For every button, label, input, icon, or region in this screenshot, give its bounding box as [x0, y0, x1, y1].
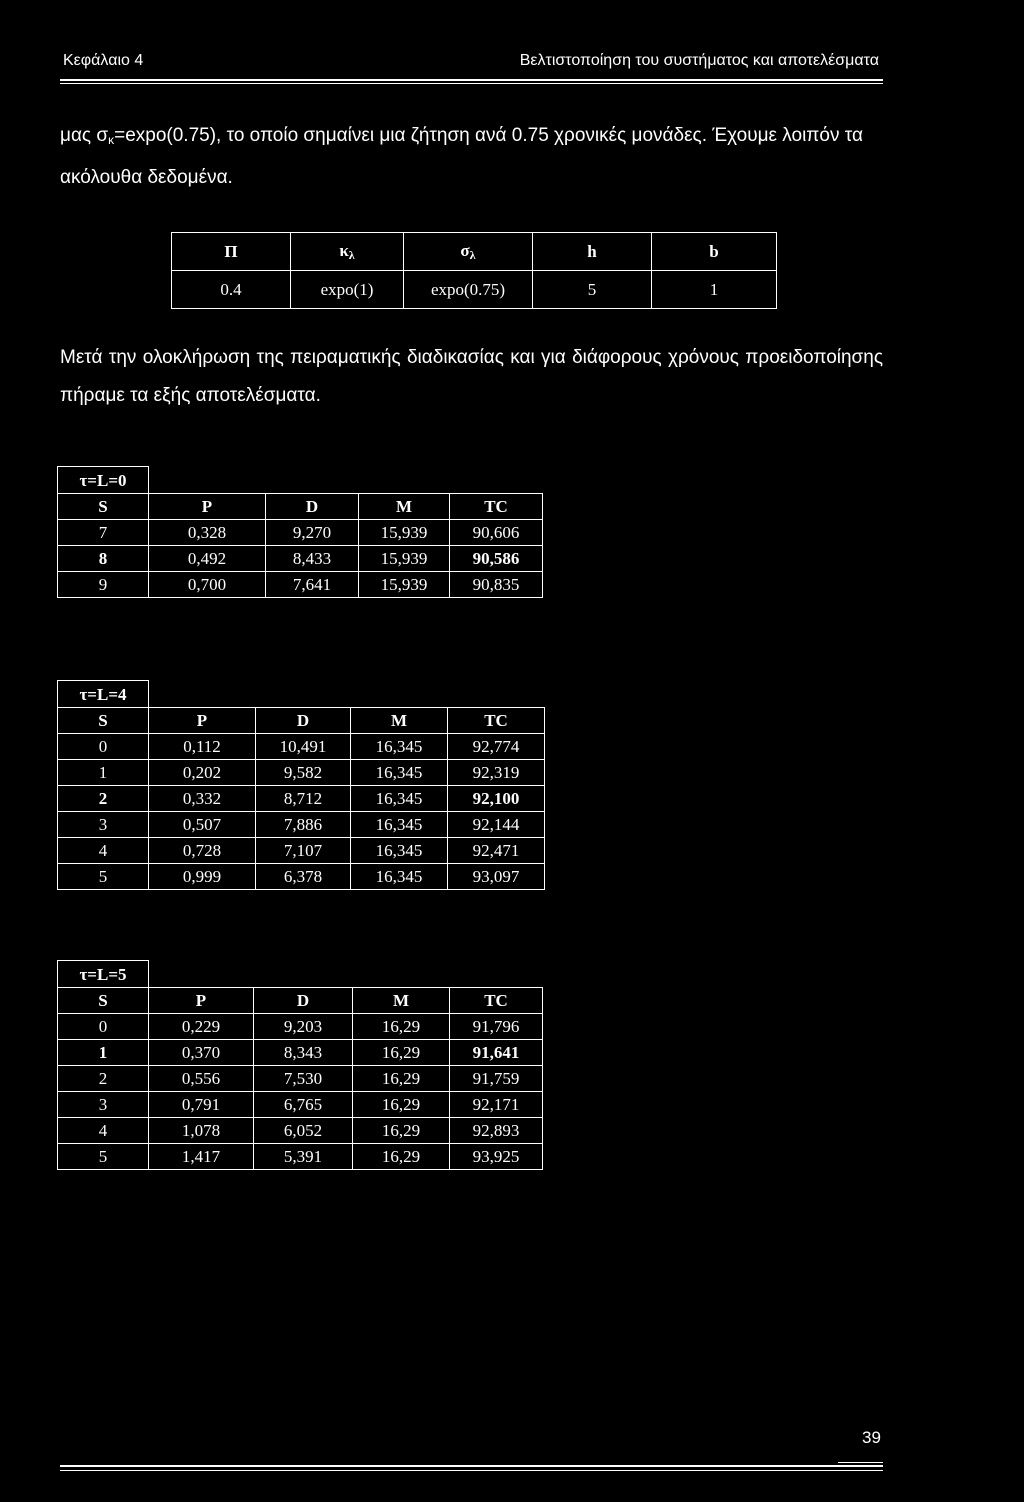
- param-value: expo(1): [291, 271, 404, 309]
- table-cell: 90,586: [450, 546, 543, 572]
- table-cell: 90,606: [450, 520, 543, 546]
- table-row: [58, 1092, 543, 1118]
- param-value: 0.4: [172, 271, 291, 309]
- results-header-row: [58, 988, 543, 1014]
- table-cell: 92,144: [448, 812, 545, 838]
- table-cell: 2: [58, 1066, 149, 1092]
- table-cell: 16,345: [351, 734, 448, 760]
- table-cell: 0,332: [149, 786, 256, 812]
- table-row: [58, 1040, 543, 1066]
- table-cell: 92,774: [448, 734, 545, 760]
- table-cell: 91,759: [450, 1066, 543, 1092]
- table-row: [58, 1066, 543, 1092]
- table-cell: 16,345: [351, 760, 448, 786]
- table-cell: 15,939: [359, 572, 450, 598]
- table-cell: 16,345: [351, 864, 448, 890]
- table-cell: 8: [58, 546, 149, 572]
- table-cell: 6,052: [254, 1118, 353, 1144]
- table-cell: 9,270: [266, 520, 359, 546]
- table-cell: 5,391: [254, 1144, 353, 1170]
- intro-subscript: κ: [108, 133, 115, 147]
- table-cell: 16,29: [353, 1014, 450, 1040]
- table-cell: 9: [58, 572, 149, 598]
- table-cell: 10,491: [256, 734, 351, 760]
- column-header: P: [149, 708, 256, 734]
- table-cell: 3: [58, 812, 149, 838]
- column-header: TC: [450, 494, 543, 520]
- results-intro-paragraph: Μετά την ολοκλήρωση της πειραματικής διαδικασίας και για διάφορους χρόνους προειδοποίησης πήραμε τα εξής αποτελέσματα.: [60, 347, 883, 406]
- table-cell: 16,29: [353, 1144, 450, 1170]
- table-cell: 0,112: [149, 734, 256, 760]
- table-cell: 16,29: [353, 1066, 450, 1092]
- footer-rule-thin: [60, 1470, 883, 1471]
- table-cell: 92,100: [448, 786, 545, 812]
- table-cell: 0,507: [149, 812, 256, 838]
- table-cell: 92,319: [448, 760, 545, 786]
- table-cell: 92,171: [450, 1092, 543, 1118]
- table-cell: 92,893: [450, 1118, 543, 1144]
- table-cell: 16,29: [353, 1118, 450, 1144]
- table-cell: 6,378: [256, 864, 351, 890]
- column-header: TC: [448, 708, 545, 734]
- table-cell: 1,078: [149, 1118, 254, 1144]
- table-cell: 2: [58, 786, 149, 812]
- intro-text-start: μας σ: [60, 125, 109, 146]
- column-header: S: [58, 494, 149, 520]
- table-cell: 0,492: [149, 546, 266, 572]
- column-header: P: [149, 494, 266, 520]
- table-row: [58, 838, 545, 864]
- results-label-tau4: τ=L=4: [57, 680, 149, 708]
- results-table-tau0: [57, 493, 543, 598]
- table-cell: 0: [58, 1014, 149, 1040]
- table-cell: 16,345: [351, 812, 448, 838]
- table-cell: 7,641: [266, 572, 359, 598]
- table-row: [58, 572, 543, 598]
- param-header-sigma: $\sigma_\lambda$: [404, 233, 533, 271]
- table-cell: 16,29: [353, 1092, 450, 1118]
- param-header-h: h: [533, 233, 652, 271]
- table-cell: 0,700: [149, 572, 266, 598]
- results-label-tau5: τ=L=5: [57, 960, 149, 988]
- table-cell: 1: [58, 1040, 149, 1066]
- results-label-tau0: τ=L=0: [57, 466, 149, 494]
- table-cell: 0,370: [149, 1040, 254, 1066]
- table-cell: 16,29: [353, 1040, 450, 1066]
- table-cell: 0,328: [149, 520, 266, 546]
- results-table-tau5: [57, 987, 543, 1170]
- table-cell: 3: [58, 1092, 149, 1118]
- header-rule-thin: [60, 83, 883, 84]
- param-header-kappa: $\kappa_\lambda$: [291, 233, 404, 271]
- table-cell: 7,886: [256, 812, 351, 838]
- table-row: [58, 864, 545, 890]
- parameters-value-row: [172, 271, 777, 309]
- page-number: 39: [862, 1428, 881, 1447]
- param-value: 5: [533, 271, 652, 309]
- table-cell: 91,641: [450, 1040, 543, 1066]
- table-cell: 0,728: [149, 838, 256, 864]
- table-row: [58, 1118, 543, 1144]
- results-table-tau4: [57, 707, 545, 890]
- table-cell: 16,345: [351, 786, 448, 812]
- intro-paragraph: [60, 117, 883, 197]
- table-cell: 4: [58, 838, 149, 864]
- column-header: D: [256, 708, 351, 734]
- param-header-pi: Π: [172, 233, 291, 271]
- table-cell: 7,530: [254, 1066, 353, 1092]
- results-header-row: [58, 708, 545, 734]
- table-row: [58, 760, 545, 786]
- table-cell: 0,229: [149, 1014, 254, 1040]
- footer-rule: [60, 1465, 883, 1467]
- column-header: M: [359, 494, 450, 520]
- table-cell: 15,939: [359, 520, 450, 546]
- intro-text-rest: =expo(0.75), το οποίο σημαίνει μια ζήτηση ανά 0.75 χρονικές μονάδες. Έχουμε λοιπόν τα ακόλουθα δεδομένα.: [60, 125, 863, 188]
- table-row: [58, 520, 543, 546]
- column-header: P: [149, 988, 254, 1014]
- table-cell: 1,417: [149, 1144, 254, 1170]
- table-cell: 8,712: [256, 786, 351, 812]
- page-header: [60, 52, 883, 78]
- table-cell: 0,999: [149, 864, 256, 890]
- table-cell: 9,203: [254, 1014, 353, 1040]
- table-cell: 91,796: [450, 1014, 543, 1040]
- table-cell: 93,925: [450, 1144, 543, 1170]
- section-title: Βελτιστοποίηση του συστήματος και αποτελέσματα: [519, 52, 879, 69]
- column-header: M: [353, 988, 450, 1014]
- table-cell: 0,556: [149, 1066, 254, 1092]
- results-header-row: [58, 494, 543, 520]
- table-cell: 16,345: [351, 838, 448, 864]
- table-row: [58, 546, 543, 572]
- parameters-table: [171, 232, 777, 309]
- table-cell: 7: [58, 520, 149, 546]
- table-row: [58, 1014, 543, 1040]
- table-row: [58, 1144, 543, 1170]
- column-header: D: [254, 988, 353, 1014]
- table-cell: 0: [58, 734, 149, 760]
- param-value: expo(0.75): [404, 271, 533, 309]
- table-cell: 1: [58, 760, 149, 786]
- column-header: S: [58, 988, 149, 1014]
- column-header: TC: [450, 988, 543, 1014]
- table-cell: 5: [58, 864, 149, 890]
- table-cell: 90,835: [450, 572, 543, 598]
- column-header: M: [351, 708, 448, 734]
- table-row: [58, 734, 545, 760]
- parameters-header-row: [172, 233, 777, 271]
- table-row: [58, 786, 545, 812]
- table-cell: 9,582: [256, 760, 351, 786]
- param-header-b: b: [652, 233, 777, 271]
- table-cell: 5: [58, 1144, 149, 1170]
- table-cell: 8,433: [266, 546, 359, 572]
- footer-rule-short: [838, 1462, 883, 1463]
- table-cell: 92,471: [448, 838, 545, 864]
- column-header: D: [266, 494, 359, 520]
- header-rule: [60, 79, 883, 81]
- table-cell: 93,097: [448, 864, 545, 890]
- table-cell: 15,939: [359, 546, 450, 572]
- chapter-label: Κεφάλαιο 4: [63, 52, 144, 69]
- table-cell: 0,202: [149, 760, 256, 786]
- table-cell: 4: [58, 1118, 149, 1144]
- param-value: 1: [652, 271, 777, 309]
- table-cell: 0,791: [149, 1092, 254, 1118]
- table-cell: 7,107: [256, 838, 351, 864]
- table-cell: 8,343: [254, 1040, 353, 1066]
- table-cell: 6,765: [254, 1092, 353, 1118]
- table-row: [58, 812, 545, 838]
- column-header: S: [58, 708, 149, 734]
